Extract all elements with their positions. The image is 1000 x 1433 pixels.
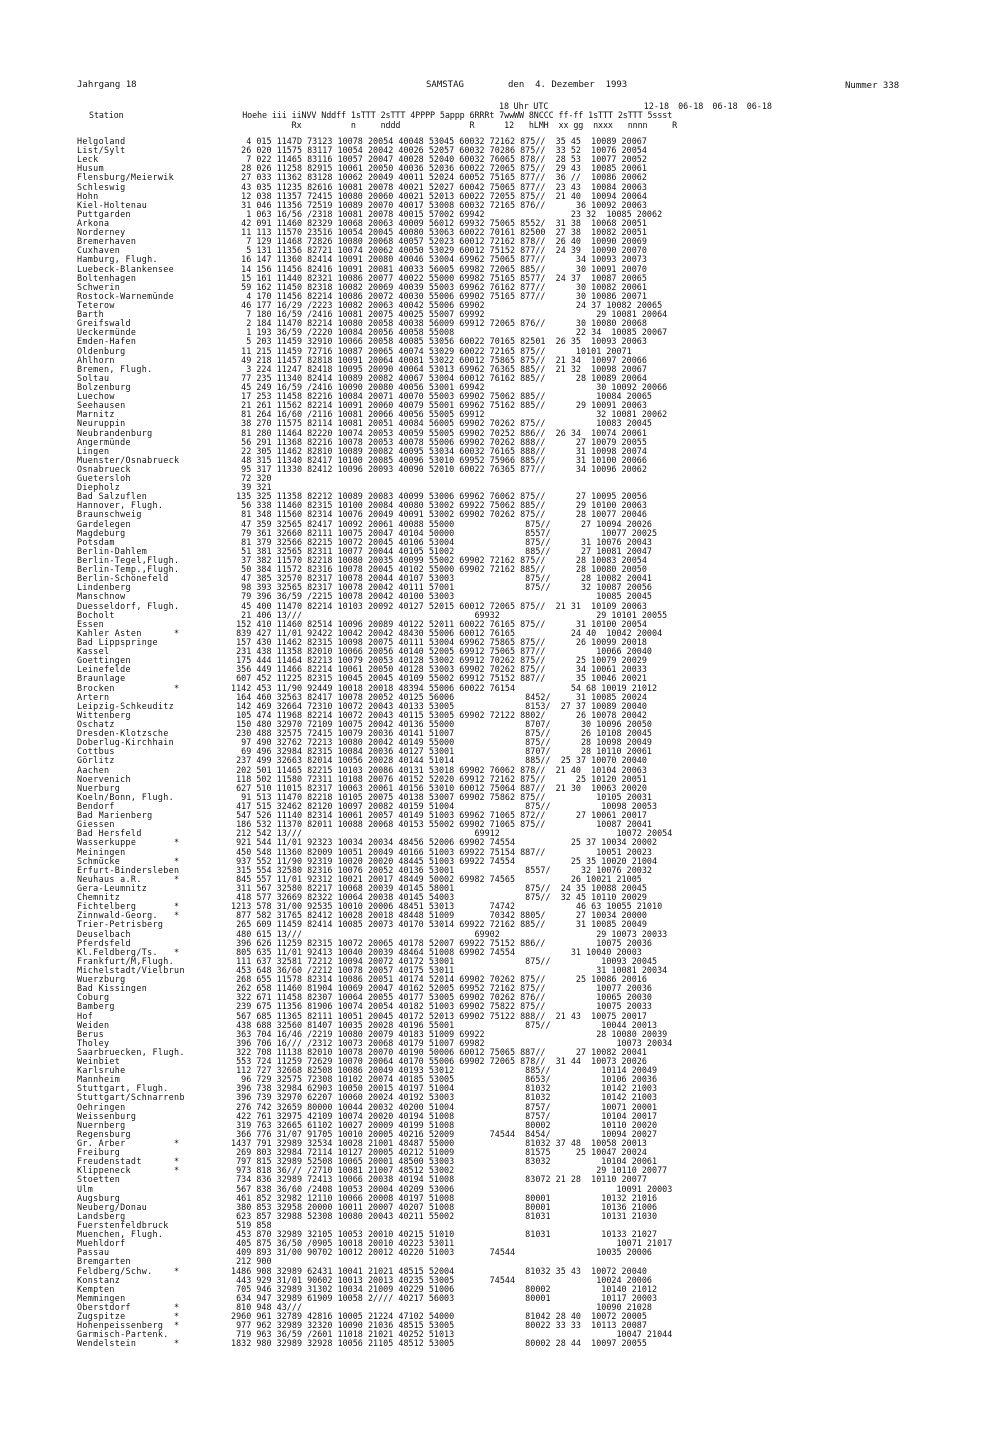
observation-row: 276 742 32659 80000 10044 20032 40200 51004 8757/ 10071 20001 — [231, 1101, 658, 1112]
station-name: Muenchen, Flugh. — [77, 1229, 164, 1240]
station-name: Hohn — [77, 190, 99, 201]
station-name: Coburg — [77, 992, 110, 1003]
station-name: Schmücke * — [77, 855, 180, 866]
observation-row: 322 671 11458 82307 10064 20055 40177 53005 69902 70262 876// 10065 20030 — [231, 992, 652, 1003]
observation-row: 627 510 11015 82317 10063 20061 40156 53010 60012 75064 887// 21 30 10063 20020 — [231, 782, 647, 793]
station-name: Weissenburg — [77, 1110, 137, 1121]
observation-row: 1486 908 32989 62431 10041 21021 48515 52004 81032 35 43 10072 20040 — [231, 1265, 647, 1276]
station-name: Görlitz — [77, 755, 115, 766]
station-name: Cuxhaven — [77, 245, 121, 256]
observation-row: 72 320 — [231, 473, 272, 484]
observation-row: 311 567 32580 82217 10068 20039 40145 58001 875// 24 35 10088 20045 — [231, 882, 647, 893]
column-header-line1: 18 Uhr UTC 12-18 06-18 06-18 06-18 — [499, 101, 772, 111]
station-name: Doberlug-Kirchhain — [77, 737, 175, 748]
station-name: Muenster/Osnabrueck — [77, 454, 180, 465]
station-name: Noervenich — [77, 773, 131, 784]
station-name: Freudenstadt * — [77, 1156, 180, 1167]
station-name: Leinefelde — [77, 664, 131, 675]
station-name: Neuberg/Donau — [77, 1201, 148, 1212]
station-name: Gr. Arber * — [77, 1138, 180, 1149]
station-name: Soltau — [77, 372, 110, 383]
station-name: List/Sylt — [77, 145, 126, 156]
observation-row: 239 675 11356 81906 10074 20054 40182 51003 69902 75822 875// 10075 20033 — [231, 1001, 652, 1012]
observation-row: 845 557 11/01 92312 10021 20017 48449 50002 69982 74565 26 10021 21005 — [231, 873, 642, 884]
station-name: Bamberg — [77, 1001, 115, 1012]
station-name: Oehringen — [77, 1101, 126, 1112]
date-label: den 4. Dezember 1993 — [508, 80, 628, 90]
station-name: Kahler Asten * — [77, 627, 180, 638]
station-name: Wuerzburg — [77, 974, 126, 985]
station-name: Kiel-Holtenau — [77, 199, 148, 210]
station-name: Regensburg — [77, 1128, 131, 1139]
observation-row: 1832 980 32989 32928 10056 21105 48512 53005 80002 28 44 10097 20055 — [231, 1338, 647, 1349]
observation-row: 7 129 11468 72826 10080 20068 40057 52023 60012 72162 878// 26 40 10090 20069 — [231, 236, 647, 247]
station-name: Rostock-Warnemünde — [77, 290, 175, 301]
station-name: Husum — [77, 163, 104, 174]
observation-row: 319 763 32665 61102 10027 20009 40199 51008 80002 10110 20020 — [231, 1119, 658, 1130]
observation-row: 1142 453 11/90 92449 10018 20018 48394 55006 60022 76154 54 68 10019 21012 — [231, 682, 658, 693]
station-name: Stuttgart/Schnarrenb — [77, 1092, 185, 1103]
observation-row: 56 338 11460 82315 10100 20084 40080 53002 69922 75062 885// 29 10100 20063 — [231, 500, 647, 511]
observation-row: 175 444 11464 82213 10079 20053 40128 53002 69912 70262 875// 25 10079 20029 — [231, 655, 647, 666]
observation-row: 16 147 11360 82414 10091 20080 40046 53004 69962 75065 877// 34 10093 20073 — [231, 254, 647, 265]
observation-row: 937 552 11/90 92319 10020 20020 48445 51003 69922 74554 25 35 10020 21004 — [231, 855, 658, 866]
station-name: Oberstdorf * — [77, 1302, 180, 1312]
observation-row: 805 635 11/01 92413 10040 20039 48464 51008 69902 74554 31 10040 20003 — [231, 946, 642, 957]
station-name: Arkona — [77, 217, 110, 228]
observation-row: 363 704 16/46 /2219 10080 20079 40183 51009 69922 28 10080 20039 — [231, 1028, 668, 1039]
observation-row: 417 515 32462 82120 10097 20082 40159 51004 875// 10098 20053 — [231, 800, 658, 811]
observation-row: 230 488 32575 72415 10079 20036 40141 51007 875// 26 10108 20045 — [231, 728, 652, 739]
observation-row: 69 496 32984 82315 10084 20036 40127 53001 8707/ 28 10110 20061 — [231, 746, 652, 757]
station-name: Frankfurt/M,Flugh. — [77, 955, 175, 966]
station-name: Teterow — [77, 299, 115, 310]
observation-row: 409 893 31/00 90702 10012 20012 40220 51003 74544 10035 20006 — [231, 1247, 652, 1258]
observation-row: 50 384 11572 82316 10078 20045 40102 55000 69902 72162 885// 28 10080 20050 — [231, 564, 647, 575]
jahrgang-label: Jahrgang 18 — [77, 80, 137, 90]
observation-row: 1437 791 32989 32534 10028 21001 48487 55000 81032 37 48 10058 20013 — [231, 1138, 647, 1149]
observation-row: 567 838 36/60 /2408 10053 20004 40209 53006 10091 20003 — [231, 1183, 673, 1194]
station-name: Zinnwald-Georg. * — [77, 910, 180, 921]
observation-row: 719 963 36/59 /2601 11018 21021 40252 51013 10047 21044 — [231, 1329, 673, 1340]
observation-row: 79 396 36/59 /2215 10078 20042 40100 53003 10085 20045 — [231, 591, 652, 602]
station-column — [77, 137, 227, 1349]
station-name: Passau — [77, 1247, 110, 1258]
station-name: Luebeck-Blankensee — [77, 263, 175, 274]
observation-row: 135 325 11358 82212 10089 20083 40099 53006 69962 76062 875// 27 10095 20056 — [231, 491, 647, 502]
station-name: Bocholt — [77, 609, 115, 620]
observation-row: 49 218 11457 82818 10091 20064 40081 53022 60012 75865 875// 21 34 10097 20066 — [231, 354, 647, 365]
station-name: Ulm — [77, 1183, 94, 1194]
observation-row: 1 193 36/59 /2220 10084 20056 40058 55008 22 34 10085 20067 — [231, 327, 668, 338]
station-name: Bad Lippspringe — [77, 637, 158, 648]
station-name: Klippeneck * — [77, 1165, 180, 1176]
station-name: Bremerhaven — [77, 236, 137, 247]
observation-row: 51 381 32565 82311 10077 20044 40105 51002 885// 27 10081 20047 — [231, 545, 652, 556]
observation-row: 21 261 11562 82214 10091 20060 40079 55001 69962 75162 885// 29 10091 20063 — [231, 400, 647, 411]
observation-row: 366 776 31/07 91705 10010 20005 40216 52009 74544 8454/ 10094 20027 — [231, 1128, 658, 1139]
observation-row: 22 305 11462 82810 10089 20082 40095 53034 60032 76165 888// 31 10098 20074 — [231, 445, 647, 456]
observation-row: 268 655 11578 82314 10086 20051 40174 52014 69902 70262 875// 25 10086 20016 — [231, 974, 647, 985]
observation-row: 607 452 11225 82315 10045 20045 40109 55002 69912 75152 887// 35 10046 20021 — [231, 673, 647, 684]
station-name: Saarbruecken, Flugh. — [77, 1046, 185, 1057]
station-name: Berlin-Dahlem — [77, 545, 148, 556]
observation-row: 797 815 32989 52508 10065 20001 48500 53003 83032 10104 20061 — [231, 1156, 658, 1167]
observation-row: 443 929 31/01 90602 10013 20013 40235 53005 74544 10024 20006 — [231, 1274, 652, 1285]
station-name: Fichtelberg * — [77, 901, 180, 912]
observation-row: 977 962 32989 32320 10090 21036 48515 53005 80022 33 33 10113 20087 — [231, 1320, 647, 1331]
station-name: Giessen — [77, 819, 115, 830]
station-name: Oldenburg — [77, 345, 126, 356]
station-name: Berlin-Schönefeld — [77, 573, 169, 584]
observation-row: 7 180 16/59 /2416 10081 20075 40025 55007 69992 29 10081 20064 — [231, 309, 668, 320]
observation-row: 164 460 32563 82417 10078 20052 40125 56006 8452/ 31 10085 20024 — [231, 691, 647, 702]
observation-row: 322 708 11138 82010 10078 20070 40190 50006 60012 75065 887// 27 10082 20041 — [231, 1046, 647, 1057]
observation-row: 396 739 32970 62207 10060 20024 40192 53003 81032 10142 21003 — [231, 1092, 658, 1103]
observation-row: 81 379 32566 82215 10072 20045 40106 53004 875// 31 10076 20043 — [231, 536, 652, 547]
observation-row: 480 615 13/// 69902 29 10073 20033 — [231, 928, 668, 939]
observation-row: 265 609 11459 82414 10085 20073 40170 53014 69922 72162 885// 31 10085 20049 — [231, 919, 647, 930]
station-name: Bremgarten — [77, 1256, 131, 1267]
observation-row: 4 170 11456 82214 10086 20072 40030 55006 69902 75165 877// 30 10086 20071 — [231, 290, 647, 301]
observation-row: 237 499 32663 82014 10056 20028 40144 51014 885// 25 37 10070 20040 — [231, 755, 647, 766]
observation-row: 27 033 11362 83128 10062 20049 40011 52024 60052 75165 877// 36 // 10086 20062 — [231, 172, 647, 183]
station-name: Trier-Petrisberg — [77, 919, 164, 930]
observation-row: 269 803 32984 72114 10127 20005 40212 51009 81575 25 10047 20024 — [231, 1147, 647, 1158]
observation-row: 705 946 32989 31302 10034 21009 40229 51006 80002 10140 21012 — [231, 1283, 658, 1294]
station-name: Erfurt-Bindersleben — [77, 864, 180, 875]
station-name: Landsberg — [77, 1210, 126, 1221]
observation-row: 2960 961 32789 42816 10005 21224 47102 54000 81042 28 40 10072 20005 — [231, 1311, 647, 1322]
station-name: Neubrandenburg — [77, 427, 153, 438]
observation-row: 47 359 32565 82417 10092 20061 40088 55000 875// 27 10094 20026 — [231, 518, 652, 529]
station-name: Aachen — [77, 764, 110, 775]
column-header-line3: Rx n nddd R 12 hLMH xx gg nxxx nnnn R — [89, 120, 678, 130]
station-name: Berlin-Temp.,Flugh. — [77, 564, 180, 575]
observation-row: 15 161 11440 82321 10086 20077 40022 55000 69982 75165 8577/ 24 37 10087 20065 — [231, 272, 647, 283]
observation-row: 5 203 11459 32910 10066 20058 40085 53056 60022 70165 82501 26 35 10093 20063 — [231, 336, 647, 347]
station-name: Augsburg — [77, 1192, 121, 1203]
observation-row: 453 870 32989 32105 10053 20010 40215 51010 81031 10133 21027 — [231, 1229, 658, 1240]
station-name: Hohenpeissenberg * — [77, 1320, 180, 1331]
station-name: Duesseldorf, Flugh. — [77, 600, 180, 611]
station-name: Deuselbach — [77, 928, 131, 939]
station-name: Manschnow — [77, 591, 126, 602]
station-name: Muehldorf — [77, 1238, 126, 1249]
station-name: Seehausen — [77, 400, 126, 411]
station-name: Berlin-Tegel,Flugh. — [77, 555, 180, 566]
station-name: Weinbiet — [77, 1056, 121, 1067]
observation-row: 356 449 11466 82214 10061 20050 40128 53003 69902 70262 875// 34 10061 20033 — [231, 664, 647, 675]
station-name: Boltenhagen — [77, 272, 137, 283]
observation-row: 118 502 11580 72311 10108 20076 40152 52020 69912 72162 875// 25 10120 20051 — [231, 773, 647, 784]
station-name: Freiburg — [77, 1147, 121, 1158]
observation-row: 39 321 — [231, 482, 272, 493]
observation-row: 14 156 11456 82416 10091 20081 40033 56005 69982 72065 885// 30 10091 20070 — [231, 263, 647, 274]
station-name: Zugspitze * — [77, 1311, 180, 1322]
observation-row: 810 948 43/// 10090 21028 — [231, 1302, 652, 1312]
observation-row: 45 400 11470 82214 10103 20092 40127 52015 60012 72065 875// 21 31 10109 20063 — [231, 600, 647, 611]
station-name: Memmingen — [77, 1292, 126, 1303]
station-name: Norderney — [77, 227, 126, 238]
station-name: Marnitz — [77, 409, 115, 420]
station-name: Gardelegen — [77, 518, 131, 529]
station-name: Barth — [77, 309, 104, 320]
observation-row: 47 385 32570 82317 10078 20044 40107 53003 875// 28 10082 20041 — [231, 573, 652, 584]
observation-row: 418 577 32669 82322 10064 20038 40145 54003 875// 32 45 10110 20029 — [231, 892, 647, 903]
observation-row: 438 688 32560 81407 10035 20028 40196 55001 875// 10044 20013 — [231, 1019, 658, 1030]
observation-row: 112 727 32668 82508 10086 20049 40193 53012 885// 10114 20049 — [231, 1065, 658, 1076]
station-name: Leipzig-Schkeuditz — [77, 700, 175, 711]
station-name: Kl.Feldberg/Ts. * — [77, 946, 180, 957]
observation-column — [231, 137, 831, 1349]
station-name: Kempten — [77, 1283, 115, 1294]
observation-row: 3 224 11247 82418 10095 20090 40064 53013 69962 76365 885// 21 32 10098 20067 — [231, 363, 647, 374]
observation-row: 4 015 1147D 73123 10078 20054 40048 53045 60032 72162 875// 35 45 10089 20067 — [231, 136, 647, 146]
station-name: Cottbus — [77, 746, 115, 757]
observation-row: 38 270 11575 82114 10081 20051 40084 56005 69902 70262 875// 10083 20045 — [231, 418, 652, 429]
observation-row: 46 177 16/29 /2223 10082 20063 40042 55006 69902 24 37 10082 20065 — [231, 299, 663, 310]
station-name: Mannheim — [77, 1074, 121, 1085]
station-name: Schleswig — [77, 181, 126, 192]
station-name: Feldberg/Schw. * — [77, 1265, 180, 1276]
station-name: Leck — [77, 154, 99, 165]
station-name: Gera-Leumnitz — [77, 882, 148, 893]
station-name: Kassel — [77, 646, 110, 657]
station-name: Greifswald — [77, 318, 131, 329]
observation-row: 98 393 32565 82317 10078 20042 40111 57001 875// 32 10087 20056 — [231, 582, 652, 593]
column-header-line2: Station Hoehe iii iiNVV Nddff 1sTTT 2sTTT 4PPPP 5appp 6RRRt 7wwWW 8NCCC ff-ff 1sTTT 2sTTT 5ssst — [89, 110, 673, 120]
observation-row: 79 361 32660 82111 10075 20047 40104 50000 8557/ 10077 20025 — [231, 527, 658, 538]
station-name: Bad Marienberg — [77, 810, 153, 821]
station-name: Karlsruhe — [77, 1065, 126, 1076]
observation-row: 97 490 32762 72213 10080 20042 40149 55000 875// 28 10098 20049 — [231, 737, 652, 748]
station-name: Dresden-Klotzsche — [77, 728, 169, 739]
station-name: Flensburg/Meierwik — [77, 172, 175, 183]
station-name: Brocken * — [77, 682, 180, 693]
station-name: Potsdam — [77, 536, 115, 547]
observation-row: 231 438 11358 82010 10066 20056 40140 52005 69912 75065 877// 10066 20040 — [231, 646, 652, 657]
observation-row: 56 291 11368 82216 10078 20053 40078 55006 69902 70262 888// 27 10079 20055 — [231, 436, 647, 447]
observation-row: 422 761 32975 42109 10074 20020 40194 51008 8757/ 10104 20017 — [231, 1110, 658, 1121]
station-name: Lindenberg — [77, 582, 131, 593]
station-name: Emden-Hafen — [77, 336, 137, 347]
station-name: Bad Kissingen — [77, 983, 148, 994]
observation-row: 43 035 11235 82616 10081 20078 40021 52027 60042 75065 877// 23 43 10084 20063 — [231, 181, 647, 192]
observation-row: 45 249 16/59 /2416 10090 20080 40056 53001 69942 30 10092 20066 — [231, 381, 668, 392]
observation-row: 453 648 36/60 /2212 10078 20057 40175 53011 31 10081 20034 — [231, 964, 668, 975]
observation-row: 450 548 11360 82009 10051 20049 40166 51003 69922 75154 887// 10051 20023 — [231, 846, 652, 857]
observation-row: 396 706 16/// /2312 10073 20068 40179 51007 69982 10073 20034 — [231, 1037, 673, 1048]
observation-row: 81 264 16/60 /2116 10081 20066 40056 55005 69912 32 10081 20062 — [231, 409, 668, 420]
observation-row: 380 853 32958 20000 10011 20007 40207 51008 80001 10136 21006 — [231, 1201, 658, 1212]
station-name: Oschatz — [77, 719, 115, 729]
observation-row: 95 317 11330 82412 10096 20093 40090 52010 60022 76365 877// 34 10096 20062 — [231, 463, 647, 474]
observation-row: 150 480 32970 72109 10075 20042 40136 55000 8707/ 30 10096 20050 — [231, 719, 652, 729]
station-name: Pferdsfeld — [77, 937, 131, 948]
observation-row: 42 091 11460 82329 10068 20063 40009 56012 69932 75065 8552/ 31 38 10068 20051 — [231, 217, 647, 228]
observation-row: 48 315 11340 82417 10100 20085 40096 53010 69952 75966 885// 31 10100 20066 — [231, 454, 647, 465]
station-name: Angermünde — [77, 436, 131, 447]
station-name: Braunlage — [77, 673, 126, 684]
station-name: Luechow — [77, 391, 115, 402]
observation-row: 461 852 32982 12110 10066 20008 40197 51008 80001 10132 21016 — [231, 1192, 658, 1203]
station-name: Ueckermünde — [77, 327, 137, 338]
observation-row: 96 729 32575 72308 10102 20074 40185 53005 8653/ 10106 20036 — [231, 1074, 658, 1085]
observation-row: 111 637 32581 72212 10094 20072 40172 53001 875// 10093 20045 — [231, 955, 658, 966]
observation-row: 567 685 11365 82111 10051 20045 40172 52013 69902 75122 888// 21 43 10075 20017 — [231, 1010, 647, 1021]
observation-row: 202 501 11465 82215 10103 20086 40131 53018 69902 76062 878// 21 40 10104 20063 — [231, 764, 647, 775]
observation-row: 11 215 11459 72716 10087 20065 40074 53029 60022 72165 875// 10101 20071 — [231, 345, 632, 356]
station-name: Wendelstein * — [77, 1338, 180, 1349]
station-name: Artern — [77, 691, 110, 702]
station-name: Helgoland — [77, 136, 126, 146]
station-name: Wasserkuppe * — [77, 837, 180, 848]
station-name: Hannover, Flugh. — [77, 500, 164, 511]
observation-row: 396 626 11259 82315 10072 20065 40178 52007 69922 75152 886// 10075 20036 — [231, 937, 652, 948]
station-name: Bolzenburg — [77, 381, 131, 392]
station-name: Tholey — [77, 1037, 110, 1048]
station-name: Guetersloh — [77, 473, 131, 484]
station-name: Schwerin — [77, 281, 121, 292]
observation-row: 17 253 11458 82216 10084 20071 40070 55003 69902 75062 885// 10084 20065 — [231, 391, 652, 402]
observation-row: 1 063 16/56 /2318 10081 20078 40015 57002 69942 23 32 10085 20062 — [231, 208, 663, 219]
station-name: Michelstadt/Vielbrun — [77, 964, 185, 975]
observation-row: 12 038 11357 72415 10080 20060 40021 52013 60022 72055 875// 21 40 10094 20064 — [231, 190, 647, 201]
station-name: Goettingen — [77, 655, 131, 666]
observation-row: 547 526 11140 82314 10061 20057 40149 51003 69962 71065 872// 27 10061 20017 — [231, 810, 647, 821]
observation-row: 553 724 11259 72629 10070 20064 40170 55006 69902 72065 878// 31 44 10073 20026 — [231, 1056, 647, 1067]
station-name: Neuruppin — [77, 418, 126, 429]
observation-row: 152 410 11460 82514 10096 20089 40122 52011 60022 76165 875// 31 10100 20054 — [231, 618, 647, 629]
observation-row: 1213 578 31/00 92535 10010 20006 48451 53013 74742 46 63 10055 21010 — [231, 901, 663, 912]
observation-row: 262 658 11460 81904 10069 20047 40162 52005 69952 72162 875// 10077 20036 — [231, 983, 652, 994]
observation-row: 877 582 31765 82412 10028 20018 48448 51009 70342 8805/ 27 10034 20000 — [231, 910, 647, 921]
station-name: Wittenberg — [77, 709, 131, 720]
observation-row: 91 513 11470 82218 10105 20075 40138 53007 69902 75862 875// 10105 20031 — [231, 791, 652, 802]
observation-row: 21 406 13/// 69932 29 10101 20055 — [231, 609, 668, 620]
station-name: Magdeburg — [77, 527, 126, 538]
observation-row: 634 947 32989 61909 10058 2//// 40217 56003 80001 10117 20003 — [231, 1292, 658, 1303]
station-name: Hamburg, Flugh. — [77, 254, 158, 265]
station-name: Garmisch-Partenk. — [77, 1329, 169, 1340]
observation-row: 519 858 — [231, 1220, 272, 1231]
observation-row: 315 554 32580 82316 10076 20052 40136 53001 8557/ 32 10076 20032 — [231, 864, 652, 875]
observation-row: 59 162 11450 82318 10082 20069 40039 55003 69962 76162 877// 30 10082 20061 — [231, 281, 647, 292]
observation-row: 157 430 11462 82315 10098 20075 40111 53004 69962 75865 875// 26 10099 20018 — [231, 637, 647, 648]
observation-row: 105 474 11968 82214 10072 20043 40115 53005 69902 72122 8802/ 26 10078 20042 — [231, 709, 647, 720]
station-name: Nuerburg — [77, 782, 121, 793]
observation-row: 839 427 11/01 92422 10042 20042 48430 55006 60012 76165 24 40 10042 20004 — [231, 627, 663, 638]
station-name: Ahlhorn — [77, 354, 115, 365]
observation-row: 921 544 11/01 92323 10034 20034 48456 52006 69902 74554 25 37 10034 20002 — [231, 837, 658, 848]
station-name: Berus — [77, 1028, 104, 1039]
station-name: Stoetten — [77, 1174, 121, 1185]
observation-row: 405 875 36/50 /0905 10018 20010 40223 53011 10071 21017 — [231, 1238, 673, 1249]
station-name: Meiningen — [77, 846, 126, 857]
station-name: Diepholz — [77, 482, 121, 493]
issue-number: Nummer 338 — [845, 81, 900, 91]
observation-row: 77 235 11340 82414 10089 20082 40067 53004 60012 76162 885// 28 10089 20064 — [231, 372, 647, 383]
day-label: SAMSTAG — [426, 80, 464, 90]
observation-row: 396 738 32984 62903 10050 20015 40197 51004 81032 10142 21003 — [231, 1083, 658, 1094]
station-name: Bendorf — [77, 800, 115, 811]
station-name: Essen — [77, 618, 104, 629]
station-name: Lingen — [77, 445, 110, 456]
observation-row: 11 113 11570 23516 10054 20045 40080 53063 60022 70161 82500 27 38 10082 20051 — [231, 227, 647, 238]
station-name: Bremen, Flugh. — [77, 363, 153, 374]
station-name: Hof — [77, 1010, 94, 1021]
observation-row: 26 020 11575 83117 10054 20042 40026 52057 60032 70286 875// 33 52 10076 20054 — [231, 145, 647, 156]
station-name: Bad Hersfeld — [77, 828, 142, 839]
station-name: Fuerstenfeldbruck — [77, 1220, 169, 1231]
observation-row: 212 542 13/// 69912 10072 20054 — [231, 828, 673, 839]
observation-row: 734 836 32989 72413 10066 20038 40194 51008 83072 21 28 10110 20077 — [231, 1174, 647, 1185]
station-name: Bad Salzuflen — [77, 491, 148, 502]
observation-row: 212 900 — [231, 1256, 272, 1267]
station-name: Braunschweig — [77, 509, 142, 520]
station-name: Weiden — [77, 1019, 110, 1030]
observation-row: 7 022 11465 83116 10057 20047 40028 52040 60032 76065 878// 28 53 10077 20052 — [231, 154, 647, 165]
observation-row: 37 382 11570 82218 10080 20035 40099 55002 69902 72162 875// 28 10083 20054 — [231, 555, 647, 566]
observation-row: 28 026 11258 82915 10061 20050 40036 52036 60022 72065 875// 29 43 10085 20061 — [231, 163, 647, 174]
station-name: Puttgarden — [77, 208, 131, 219]
station-name: Neuhaus a.R. * — [77, 873, 180, 884]
station-name: Koeln/Bonn, Flugh. — [77, 791, 175, 802]
observation-row: 973 818 36/// /2710 10081 21007 48512 53002 29 10110 20077 — [231, 1165, 668, 1176]
observation-row: 186 532 11370 82011 10088 20068 40153 55002 69902 71065 875// 10087 20041 — [231, 819, 652, 830]
observation-row: 31 046 11356 72519 10089 20070 40017 53008 60032 72165 876// 36 10092 20063 — [231, 199, 647, 210]
observation-row: 5 131 11356 82721 10074 20062 40050 53029 60012 75152 877// 24 39 10090 20070 — [231, 245, 647, 256]
station-name: Osnabrueck — [77, 463, 131, 474]
observation-row: 81 280 11464 82220 10074 20053 40059 55005 69902 70252 886// 26 34 10074 20061 — [231, 427, 647, 438]
observation-row: 2 184 11470 82214 10080 20058 40038 56009 69912 72065 876// 30 10080 20068 — [231, 318, 647, 329]
station-name: Nuernberg — [77, 1119, 126, 1130]
observation-row: 142 469 32664 72310 10072 20043 40133 53005 8153/ 27 37 10089 20040 — [231, 700, 647, 711]
station-name: Konstanz — [77, 1274, 121, 1285]
station-name: Stuttgart, Flugh. — [77, 1083, 169, 1094]
observation-row: 623 857 32988 52308 10080 20043 40211 55002 81031 10131 21030 — [231, 1210, 658, 1221]
observation-row: 81 348 11560 82314 10076 20049 40091 53002 69902 70262 875// 28 10077 20046 — [231, 509, 647, 520]
station-name: Chemnitz — [77, 892, 121, 903]
